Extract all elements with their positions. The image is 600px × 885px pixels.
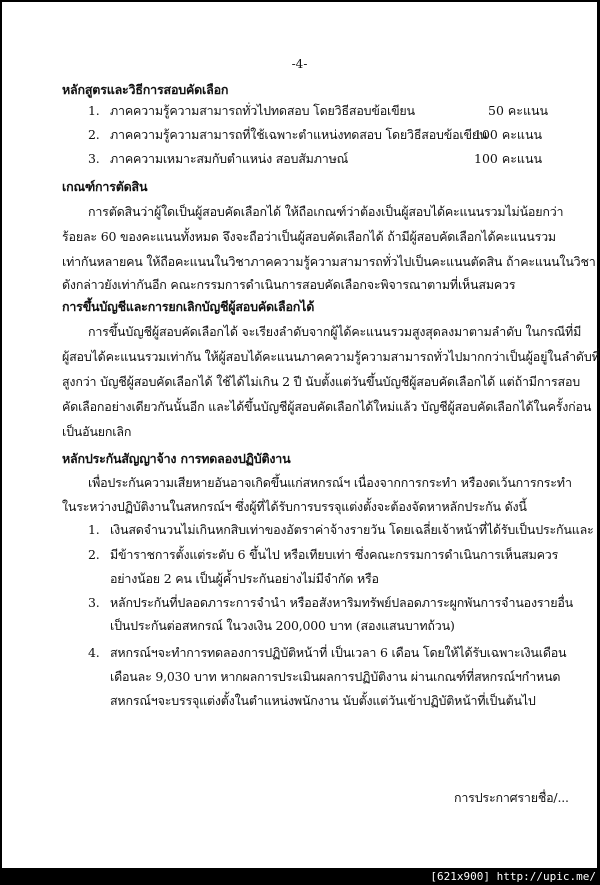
paragraph-line: สูงกว่า บัญชีผู้สอบคัดเลือกได้ ใช้ได้ไม่เกิน 2 ปี นับตั้งแต่วันขึ้นบัญชีผู้สอบคัดเลือกได้ แต่ถ้ามีการสอบ: [62, 374, 580, 389]
item-number: 2.: [88, 547, 100, 562]
item-text: มีข้าราชการตั้งแต่ระดับ 6 ขึ้นไป หรือเทียบเท่า ซึ่งคณะกรรมการดำเนินการเห็นสมควร: [110, 547, 559, 562]
item-score: 50 คะแนน: [488, 103, 549, 118]
item-number: 1.: [88, 103, 100, 118]
section-heading-judging-criteria: เกณฑ์การตัดสิน: [62, 179, 148, 194]
item-number: 4.: [88, 645, 100, 660]
continuation-marker: การประกาศรายชื่อ/...: [454, 790, 569, 805]
guarantee-item: [88, 645, 566, 661]
item-text: หลักประกันที่ปลอดภาระการจำนำ หรืออสังหาริมทรัพย์ปลอดภาระผูกพันการจำนองรายอื่น: [110, 595, 573, 610]
guarantee-item: [88, 522, 594, 538]
paragraph-line: เพื่อประกันความเสียหายอันอาจเกิดขึ้นแก่สหกรณ์ฯ เนื่องจากการกระทำ หรืองดเว้นการกระทำ: [88, 475, 572, 490]
item-text: ภาคความรู้ความสามารถทั่วไปทดสอบ โดยวิธีสอบข้อเขียน: [110, 103, 415, 118]
item-number: 2.: [88, 127, 100, 142]
item-number: 3.: [88, 151, 100, 166]
section-heading-exam-curriculum: หลักสูตรและวิธีการสอบคัดเลือก: [62, 82, 229, 97]
item-continuation: เป็นประกันต่อสหกรณ์ ในวงเงิน 200,000 บาท (สองแสนบาทถ้วน): [110, 618, 455, 633]
item-text: เงินสดจำนวนไม่เกินหกสิบเท่าของอัตราค่าจ้างรายวัน โดยเฉลี่ยเจ้าหน้าที่ได้รับเป็นประกันและ: [110, 522, 594, 537]
paragraph-line: การขึ้นบัญชีผู้สอบคัดเลือกได้ จะเรียงลำดับจากผู้ได้คะแนนรวมสูงสุดลงมาตามลำดับ ในกรณีที่มี: [88, 324, 582, 339]
paragraph-line: เป็นอันยกเลิก: [62, 424, 132, 439]
paragraph-line: ในระหว่างปฏิบัติงานในสหกรณ์ฯ ซึ่งผู้ที่ได้รับการบรรจุแต่งตั้งจะต้องจัดหาหลักประกัน ดังนี้: [62, 499, 527, 514]
page-number: -4-: [291, 57, 308, 71]
item-number: 1.: [88, 522, 100, 537]
item-number: 3.: [88, 595, 100, 610]
curriculum-item: [88, 127, 487, 143]
guarantee-item: [88, 547, 558, 563]
item-score: 100 คะแนน: [474, 127, 543, 142]
paragraph-line: คัดเลือกอย่างเดียวกันนั้นอีก และได้ขึ้นบัญชีผู้สอบคัดเลือกได้ใหม่แล้ว บัญชีผู้สอบคัดเลือกได้ในครั้งก่อน: [62, 399, 592, 414]
item-continuation: อย่างน้อย 2 คน เป็นผู้ค้ำประกันอย่างไม่มีจำกัด หรือ: [110, 571, 379, 586]
paragraph-line: ร้อยละ 60 ของคะแนนทั้งหมด จึงจะถือว่าเป็นผู้สอบคัดเลือกได้ ถ้ามีผู้สอบคัดเลือกได้คะแนนรวม: [62, 229, 556, 244]
image-host-footer: [0, 868, 600, 885]
paragraph-line: เท่ากันหลายคน ให้ถือคะแนนในวิชาภาคความรู้ความสามารถทั่วไปเป็นคะแนนตัดสิน ถ้าคะแนนในวิชา: [62, 254, 596, 269]
document-page: [2, 2, 600, 868]
paragraph-line: ดังกล่าวยังเท่ากันอีก คณะกรรมการดำเนินการสอบคัดเลือกจะพิจารณาตามที่เห็นสมควร: [62, 277, 516, 292]
item-continuation: สหกรณ์ฯจะบรรจุแต่งตั้งในตำแหน่งพนักงาน นับตั้งแต่วันเข้าปฏิบัติหน้าที่เป็นต้นไป: [110, 693, 536, 708]
watermark-text: [621x900] http://upic.me/: [430, 870, 596, 883]
section-heading-candidate-list: การขึ้นบัญชีและการยกเลิกบัญชีผู้สอบคัดเลือกได้: [62, 299, 315, 314]
paragraph-line: การตัดสินว่าผู้ใดเป็นผู้สอบคัดเลือกได้ ให้ถือเกณฑ์ว่าต้องเป็นผู้สอบได้คะแนนรวมไม่น้อยกว่า: [88, 204, 564, 219]
item-text: ภาคความเหมาะสมกับตำแหน่ง สอบสัมภาษณ์: [110, 151, 349, 166]
item-continuation: เดือนละ 9,030 บาท หากผลการประเมินผลการปฏิบัติงาน ผ่านเกณฑ์ที่สหกรณ์ฯกำหนด: [110, 669, 561, 684]
item-text: สหกรณ์ฯจะทำการทดลองการปฏิบัติหน้าที่ เป็นเวลา 6 เดือน โดยให้ได้รับเฉพาะเงินเดือน: [110, 645, 567, 660]
curriculum-item: [88, 151, 348, 167]
item-score: 100 คะแนน: [474, 151, 543, 166]
item-text: ภาคความรู้ความสามารถที่ใช้เฉพาะตำแหน่งทดสอบ โดยวิธีสอบข้อเขียน: [110, 127, 488, 142]
paragraph-line: ผู้สอบได้คะแนนรวมเท่ากัน ให้ผู้สอบได้คะแนนภาคความรู้ความสามารถทั่วไปมากกว่าเป็นผู้อยู่ในลำดับที่: [62, 349, 600, 364]
curriculum-item: [88, 103, 415, 119]
section-heading-guarantee-probation: หลักประกันสัญญาจ้าง การทดลองปฏิบัติงาน: [62, 451, 291, 466]
guarantee-item: [88, 595, 573, 611]
